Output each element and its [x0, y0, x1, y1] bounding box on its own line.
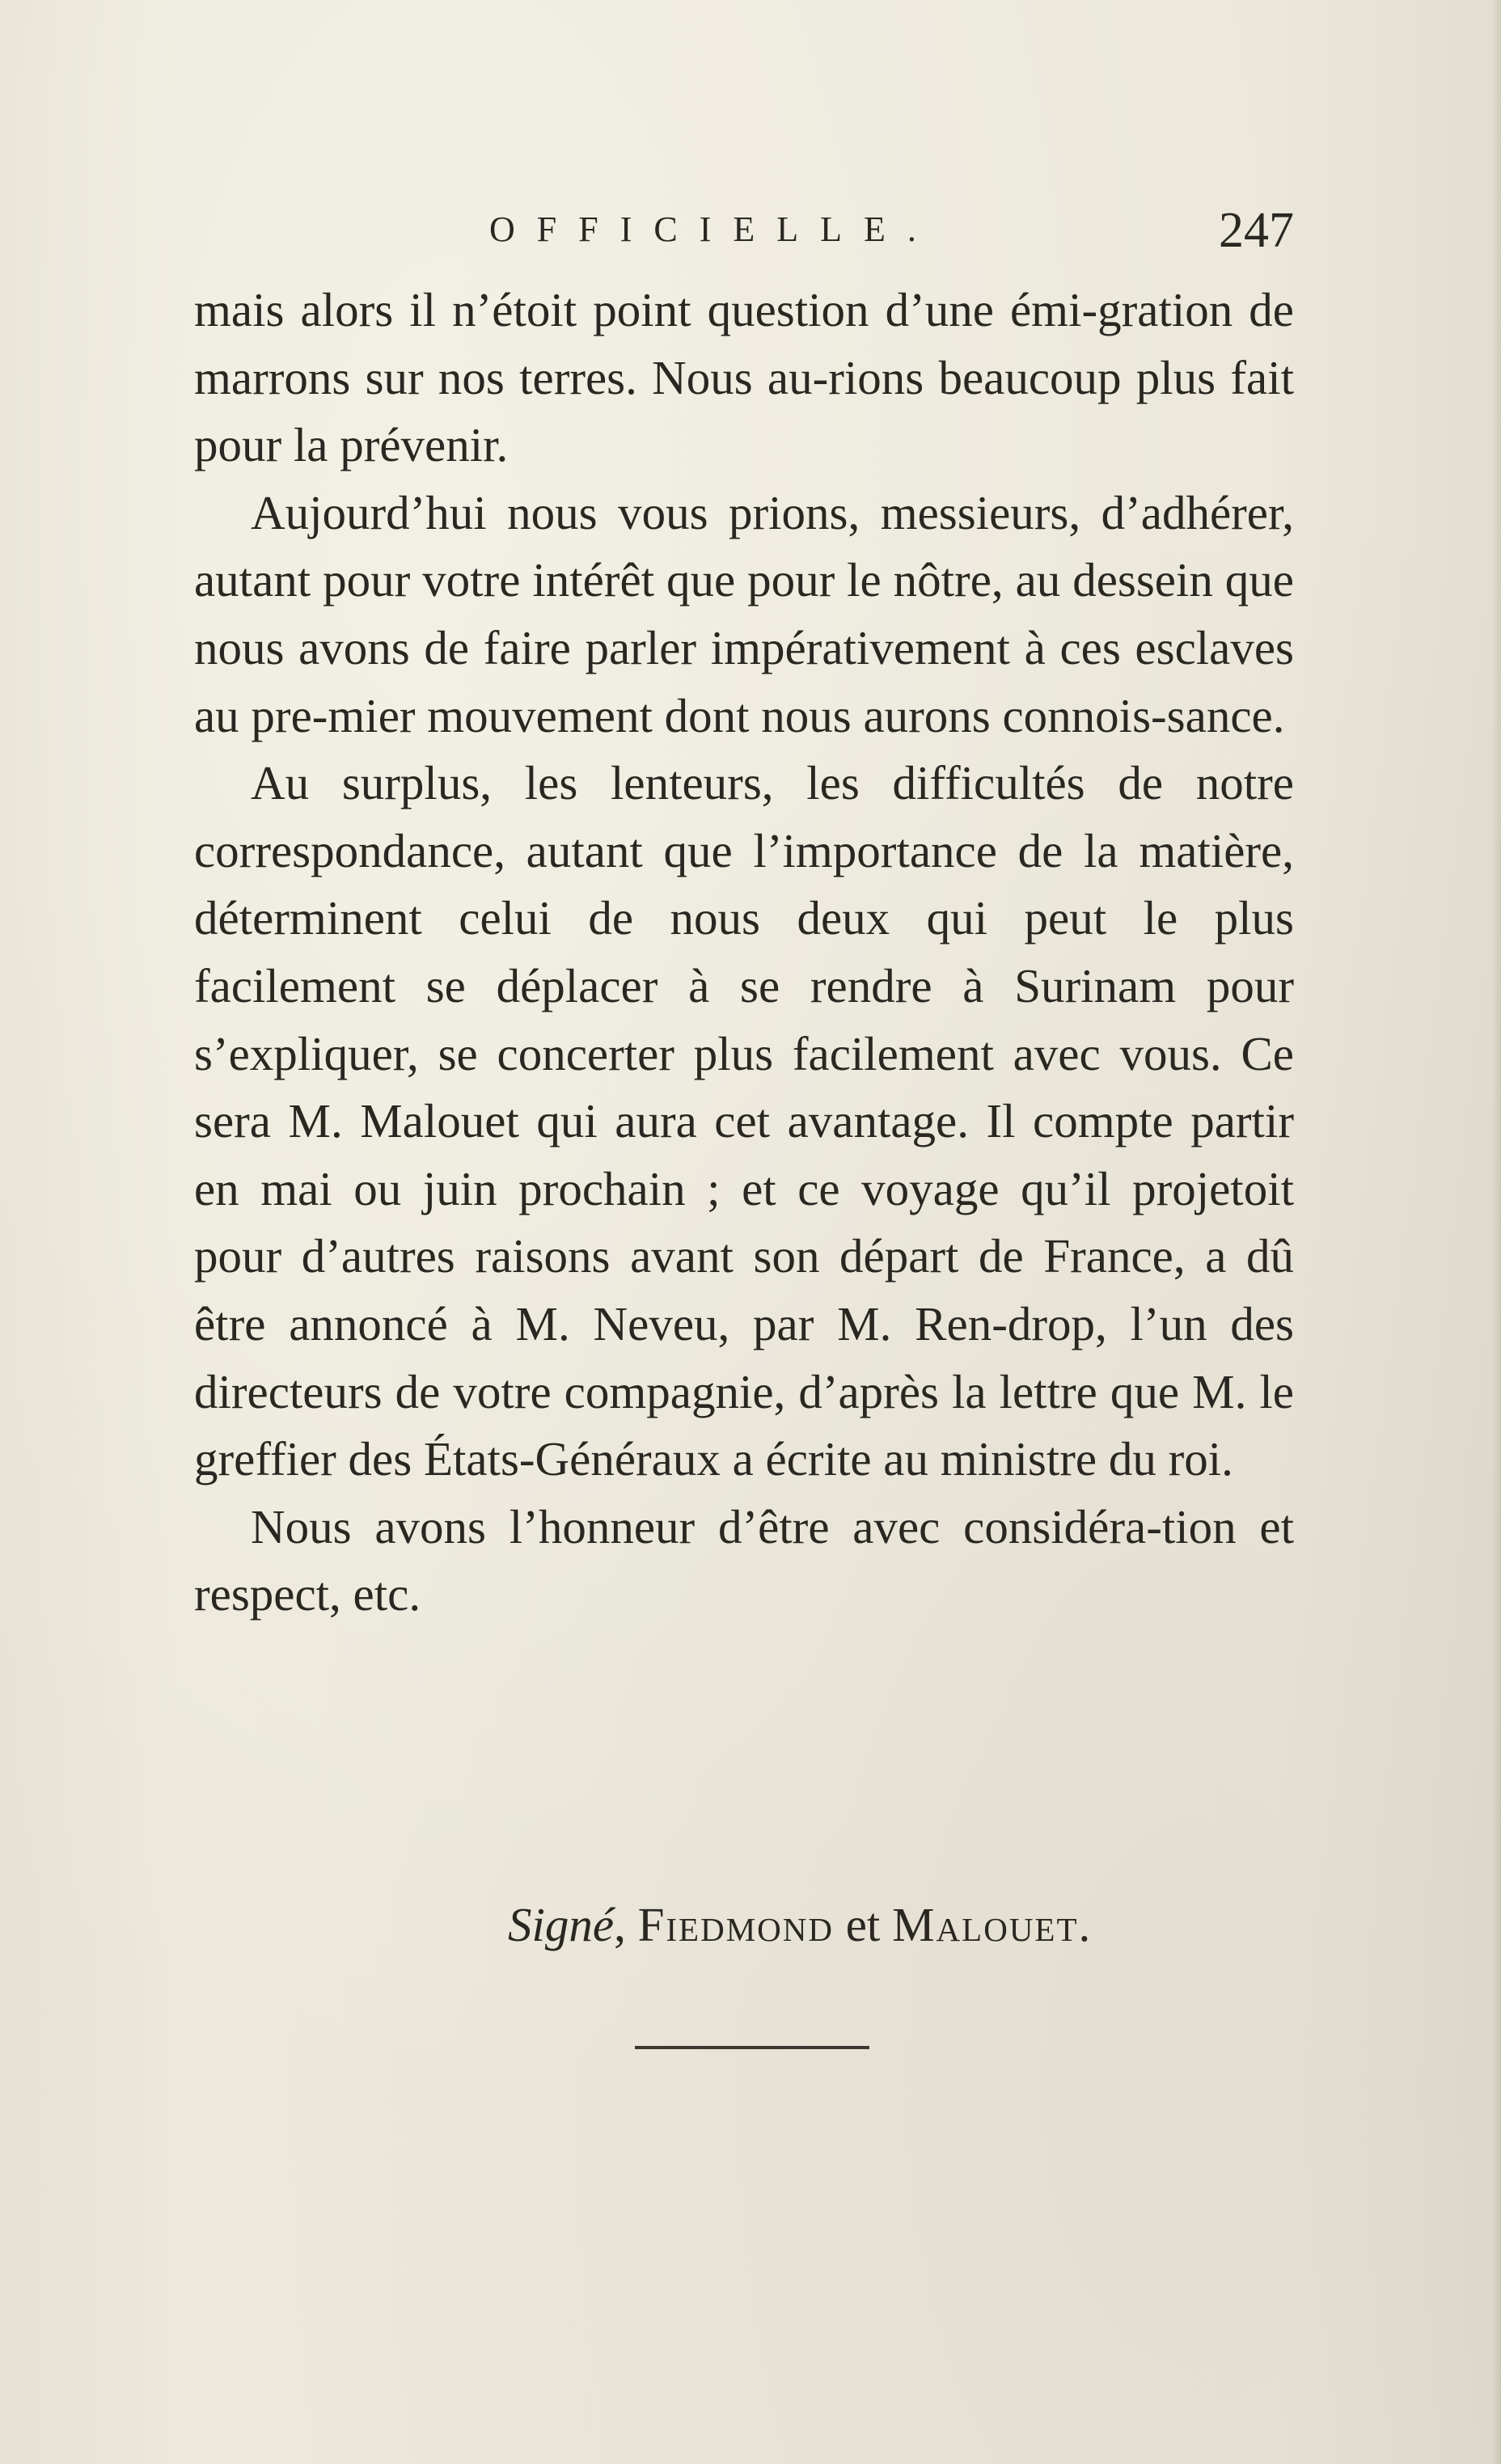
signatory-malouet: Malouet: [892, 1898, 1079, 1951]
signature-end: .: [1078, 1898, 1091, 1951]
paragraph-3: Au surplus, les lenteurs, les difficultés de notre correspondance, autant que l’importance de la matière, déterminent celui de nous deux qui peut le plus facilement se déplacer à se rendre à Surinam pour s’expliquer, se concerter plus facilement avec vous. Ce sera M. Malouet qui aura cet avantage. Il compte partir en mai ou juin prochain ; et ce voyage qu’il projetoit pour d’autres raisons avant son départ de France, a dû être annoncé à M. Neveu, par M. Ren-drop, l’un des directeurs de votre compagnie, d’après la lettre que M. le greffier des États-Généraux a écrite au ministre du roi.: [194, 756, 1294, 1486]
signature-line: [508, 1891, 1090, 1959]
running-head: [194, 202, 1294, 267]
closing-rule: [635, 2046, 869, 2049]
signature-label: Signé: [508, 1898, 615, 1951]
signature-conjunction: et: [845, 1898, 881, 1951]
paragraph-2: Aujourd’hui nous vous prions, messieurs, d’adhérer, autant pour votre intérêt que pour le nôtre, au dessein que nous avons de faire parler impérativement à ces esclaves au pre-mier mouvement dont nous aurons connois-sance.: [194, 485, 1294, 742]
page-edge-shadow: [1491, 0, 1501, 2464]
running-head-title: OFFICIELLE.: [489, 209, 938, 249]
body-text: [194, 277, 1294, 1629]
signatory-fiedmond: Fiedmond: [637, 1898, 834, 1951]
page-number: 247: [1219, 203, 1294, 258]
signature-separator: ,: [614, 1898, 626, 1951]
paragraph-1: mais alors il n’étoit point question d’une émi-gration de marrons sur nos terres. Nous au-rions beaucoup plus fait pour la prévenir.: [194, 283, 1294, 472]
paragraph-4: Nous avons l’honneur d’être avec considéra-tion et respect, etc.: [194, 1499, 1294, 1621]
